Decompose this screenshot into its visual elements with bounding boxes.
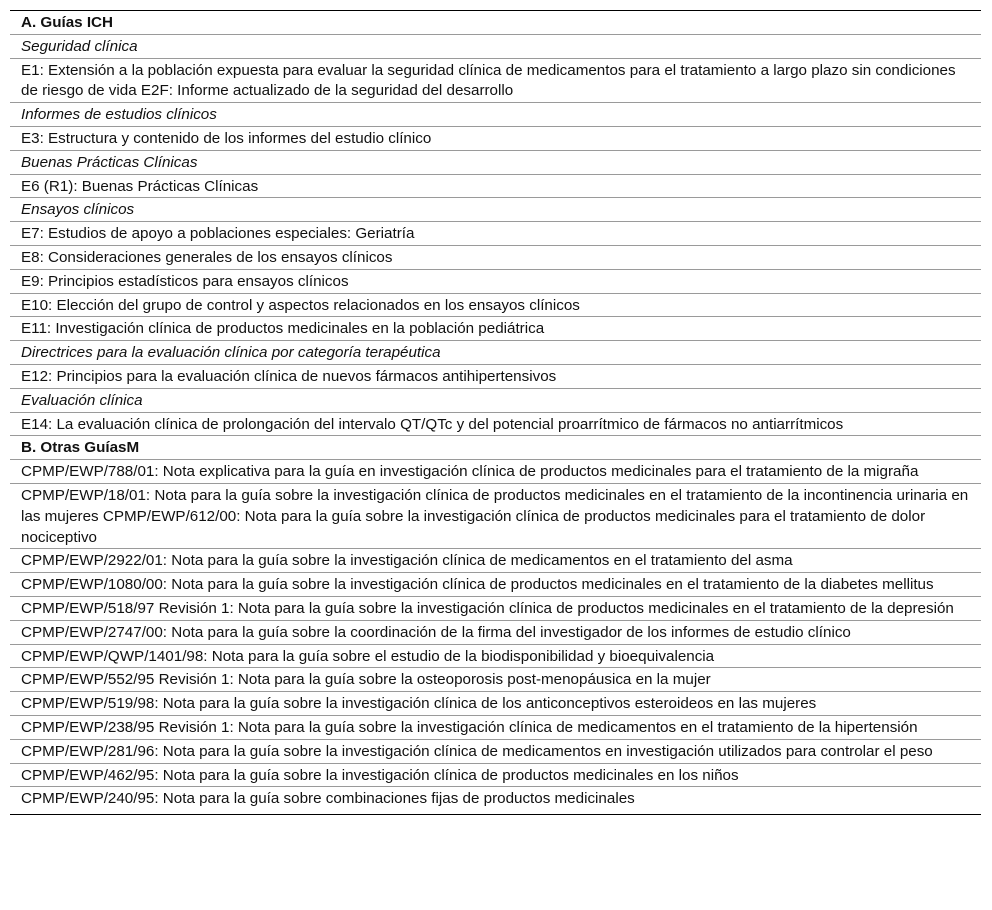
guideline-item: CPMP/EWP/462/95: Nota para la guía sobre la investigación clínica de productos medicinales en los niños <box>10 764 981 788</box>
guideline-item: CPMP/EWP/519/98: Nota para la guía sobre la investigación clínica de los anticonceptivos esteroideos en las mujeres <box>10 692 981 716</box>
group-subheading: Ensayos clínicos <box>10 198 981 222</box>
guideline-item: E6 (R1): Buenas Prácticas Clínicas <box>10 175 981 199</box>
guideline-item: CPMP/EWP/18/01: Nota para la guía sobre la investigación clínica de productos medicinales en el tratamiento de la incontinencia urinaria en las mujeres CPMP/EWP/612/00: Nota para la guía sobre la investigación clínica de productos medicinales para el tratamiento de dolor nociceptivo <box>10 484 981 549</box>
guideline-item: CPMP/EWP/QWP/1401/98: Nota para la guía sobre el estudio de la biodisponibilidad y bioequivalencia <box>10 645 981 669</box>
group-subheading: Buenas Prácticas Clínicas <box>10 151 981 175</box>
guideline-item: E11: Investigación clínica de productos medicinales en la población pediátrica <box>10 317 981 341</box>
guideline-item: CPMP/EWP/2922/01: Nota para la guía sobre la investigación clínica de medicamentos en el tratamiento del asma <box>10 549 981 573</box>
guideline-item: E3: Estructura y contenido de los informes del estudio clínico <box>10 127 981 151</box>
guideline-item: CPMP/EWP/281/96: Nota para la guía sobre la investigación clínica de medicamentos en investigación utilizados para controlar el peso <box>10 740 981 764</box>
guideline-item: E9: Principios estadísticos para ensayos clínicos <box>10 270 981 294</box>
group-subheading: Evaluación clínica <box>10 389 981 413</box>
section-heading: B. Otras GuíasM <box>10 436 981 460</box>
group-subheading: Seguridad clínica <box>10 35 981 59</box>
guideline-item: E1: Extensión a la población expuesta para evaluar la seguridad clínica de medicamentos para el tratamiento a largo plazo sin condiciones de riesgo de vida E2F: Informe actualizado de la seguridad del desarrollo <box>10 59 981 104</box>
guideline-item: E8: Consideraciones generales de los ensayos clínicos <box>10 246 981 270</box>
guideline-item: CPMP/EWP/1080/00: Nota para la guía sobre la investigación clínica de productos medicinales en el tratamiento de la diabetes mellitus <box>10 573 981 597</box>
section-heading: A. Guías ICH <box>10 11 981 35</box>
guideline-item: E10: Elección del grupo de control y aspectos relacionados en los ensayos clínicos <box>10 294 981 318</box>
guideline-item: E12: Principios para la evaluación clínica de nuevos fármacos antihipertensivos <box>10 365 981 389</box>
guideline-item: CPMP/EWP/552/95 Revisión 1: Nota para la guía sobre la osteoporosis post-menopáusica en la mujer <box>10 668 981 692</box>
group-subheading: Directrices para la evaluación clínica por categoría terapéutica <box>10 341 981 365</box>
group-subheading: Informes de estudios clínicos <box>10 103 981 127</box>
guideline-item: CPMP/EWP/2747/00: Nota para la guía sobre la coordinación de la firma del investigador de los informes de estudio clínico <box>10 621 981 645</box>
guideline-item: CPMP/EWP/518/97 Revisión 1: Nota para la guía sobre la investigación clínica de productos medicinales en el tratamiento de la depresión <box>10 597 981 621</box>
guidelines-table <box>10 10 981 815</box>
guideline-item: CPMP/EWP/240/95: Nota para la guía sobre combinaciones fijas de productos medicinales <box>21 790 635 808</box>
guideline-item: E7: Estudios de apoyo a poblaciones especiales: Geriatría <box>10 222 981 246</box>
guideline-item: E14: La evaluación clínica de prolongación del intervalo QT/QTc y del potencial proarrítmico de fármacos no antiarrítmicos <box>10 413 981 437</box>
guideline-item: CPMP/EWP/238/95 Revisión 1: Nota para la guía sobre la investigación clínica de medicamentos en el tratamiento de la hipertensión <box>10 716 981 740</box>
guideline-item: CPMP/EWP/788/01: Nota explicativa para la guía en investigación clínica de productos medicinales para el tratamiento de la migraña <box>10 460 981 484</box>
